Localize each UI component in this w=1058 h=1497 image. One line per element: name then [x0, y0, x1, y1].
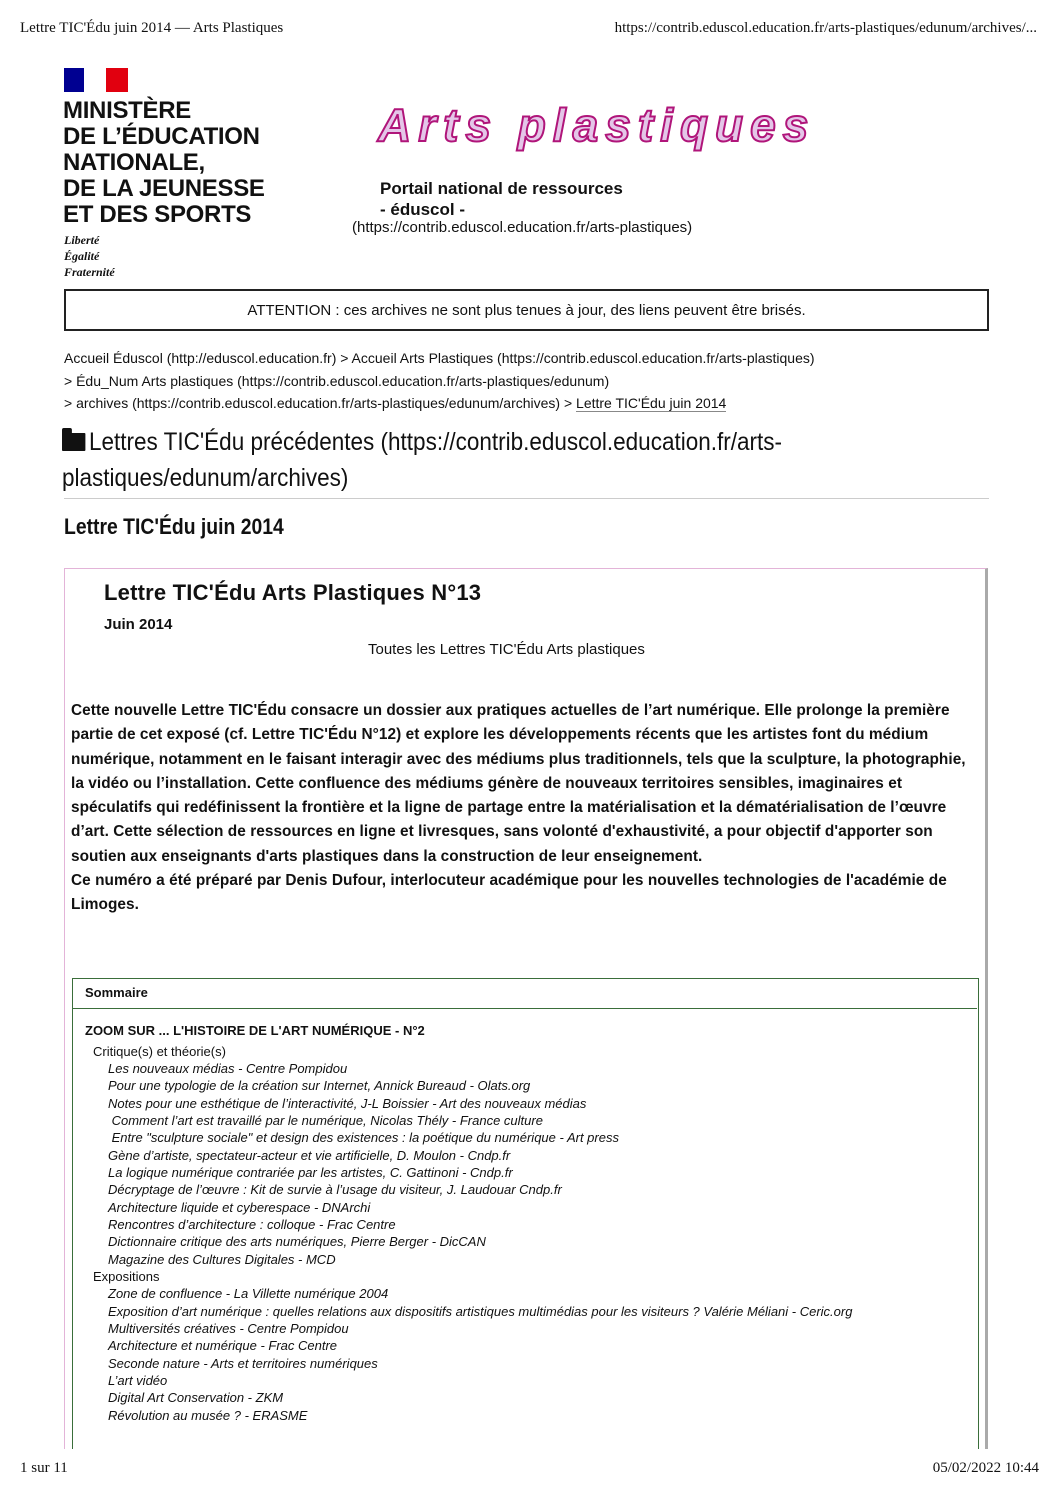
- page-title: Lettre TIC'Édu juin 2014: [64, 514, 284, 539]
- summary-link[interactable]: Pour une typologie de la création sur Internet, Annick Bureaud - Olats.org: [108, 1078, 531, 1093]
- breadcrumb-line-3: [64, 395, 726, 411]
- previous-letters-link[interactable]: Lettres TIC'Édu précédentes (https://contrib.eduscol.education.fr/arts-plastiques/edunum/archives): [62, 428, 782, 492]
- archive-notice: [64, 289, 989, 331]
- print-header-title: Lettre TIC'Édu juin 2014 — Arts Plastiques: [20, 20, 284, 36]
- section-title: Critique(s) et théorie(s): [93, 1044, 226, 1059]
- letter-date: Juin 2014: [104, 616, 173, 633]
- site-title-logo[interactable]: Arts plastiques: [378, 99, 816, 151]
- summary-link[interactable]: Notes pour une esthétique de l’interactivité, J-L Boissier - Art des nouveaux médias: [108, 1096, 587, 1111]
- print-footer-datetime: 05/02/2022 10:44: [932, 1460, 1039, 1476]
- summary-link[interactable]: Dictionnaire critique des arts numériques, Pierre Berger - DicCAN: [108, 1234, 486, 1249]
- letter-title: Lettre TIC'Édu Arts Plastiques N°13: [104, 580, 482, 605]
- summary-link[interactable]: L’art vidéo: [108, 1373, 168, 1388]
- archive-notice-text: ATTENTION : ces archives ne sont plus tenues à jour, des liens peuvent être brisés.: [247, 301, 806, 319]
- summary-link[interactable]: Rencontres d’architecture : colloque - Frac Centre: [108, 1217, 396, 1232]
- folder-icon: [62, 433, 85, 451]
- summary-link[interactable]: Seconde nature - Arts et territoires numériques: [108, 1356, 378, 1371]
- print-footer-page: 1 sur 11: [20, 1460, 68, 1476]
- breadcrumb-current: Lettre TIC'Édu juin 2014: [576, 395, 727, 411]
- letter-intro: [71, 699, 971, 918]
- summary-label: Sommaire: [85, 985, 148, 1000]
- portal-name: Portail national de ressources - éduscol -: [380, 179, 623, 219]
- summary-link[interactable]: Architecture et numérique - Frac Centre: [108, 1338, 338, 1353]
- republic-flag-icon: [64, 68, 128, 92]
- heading-divider: [64, 498, 989, 499]
- breadcrumb-line-2[interactable]: > Édu_Num Arts plastiques (https://contrib.eduscol.education.fr/arts-plastiques/edunum): [64, 373, 610, 389]
- summary-link[interactable]: Comment l’art est travaillé par le numérique, Nicolas Thély - France culture: [108, 1113, 543, 1128]
- republic-motto: Liberté Égalité Fraternité: [64, 233, 115, 279]
- zoom-heading[interactable]: ZOOM SUR ... L'HISTOIRE DE L'ART NUMÉRIQUE - N°2: [85, 1023, 425, 1038]
- summary-link[interactable]: Multiversités créatives - Centre Pompidou: [108, 1321, 349, 1336]
- all-letters-link[interactable]: Toutes les Lettres TIC'Édu Arts plastiques: [368, 641, 645, 658]
- portal-url-link[interactable]: (https://contrib.eduscol.education.fr/arts-plastiques): [352, 219, 693, 236]
- summary-header: [72, 978, 977, 1009]
- breadcrumb-archives-link[interactable]: > archives (https://contrib.eduscol.education.fr/arts-plastiques/edunum/archives) >: [64, 395, 577, 411]
- summary-link[interactable]: La logique numérique contrariée par les artistes, C. Gattinoni - Cndp.fr: [108, 1165, 513, 1180]
- print-header-url: https://contrib.eduscol.education.fr/arts-plastiques/edunum/archives/...: [614, 20, 1037, 36]
- letter-intro-text: Cette nouvelle Lettre TIC'Édu consacre un dossier aux pratiques actuelles de l’art numérique. Elle prolonge la première partie de cet exposé (cf. Lettre TIC'Édu N°12) et explore les développements récents que les artistes font du médium numérique, notamment en le faisant interagir avec des médiums plus traditionnels, tels que la sculpture, la photographie, la vidéo ou l’installation. Cette confluence des médiums génère de nouveaux territoires sensibles, imaginaires et spéculatifs qui redéfinissent la frontière et la ligne de partage entre la matérialisation et la dématérialisation de l’œuvre d’art. Cette sélection de ressources en ligne et livresques, sans volonté d'exhaustivité, a pour objectif d'apporter son soutien aux enseignants d'arts plastiques dans la construction de leur enseignement.: [71, 702, 966, 865]
- summary-link[interactable]: Exposition d’art numérique : quelles relations aux dispositifs artistiques multimédias pour les visiteurs ? Valérie Méliani - Ceric.org: [108, 1304, 853, 1319]
- previous-letters-heading[interactable]: [62, 424, 899, 496]
- section-title: Expositions: [93, 1269, 160, 1284]
- breadcrumb-line-1[interactable]: Accueil Éduscol (http://eduscol.education.fr) > Accueil Arts Plastiques (https://contrib.eduscol.education.fr/arts-plastiques): [64, 350, 815, 366]
- summary-link[interactable]: Architecture liquide et cyberespace - DNArchi: [108, 1200, 371, 1215]
- summary-link[interactable]: Digital Art Conservation - ZKM: [108, 1390, 284, 1405]
- summary-link[interactable]: Gène d’artiste, spectateur-acteur et vie artificielle, D. Moulon - Cndp.fr: [108, 1148, 511, 1163]
- summary-link[interactable]: Les nouveaux médias - Centre Pompidou: [108, 1061, 348, 1076]
- summary-link[interactable]: Magazine des Cultures Digitales - MCD: [108, 1252, 336, 1267]
- summary-link[interactable]: Décryptage de l’œuvre : Kit de survie à l’usage du visiteur, J. Laudouar Cndp.fr: [108, 1182, 562, 1197]
- letter-credit: Ce numéro a été préparé par Denis Dufour, interlocuteur académique pour les nouvelles technologies de l'académie de Limoges.: [71, 872, 947, 914]
- summary-link[interactable]: Entre "sculpture sociale" et design des existences : la poétique du numérique - Art press: [108, 1130, 619, 1145]
- ministry-name: MINISTÈRE DE L’ÉDUCATION NATIONALE, DE LA JEUNESSE ET DES SPORTS: [63, 97, 265, 228]
- summary-link[interactable]: Zone de confluence - La Villette numérique 2004: [108, 1286, 389, 1301]
- summary-link[interactable]: Révolution au musée ? - ERASME: [108, 1408, 308, 1423]
